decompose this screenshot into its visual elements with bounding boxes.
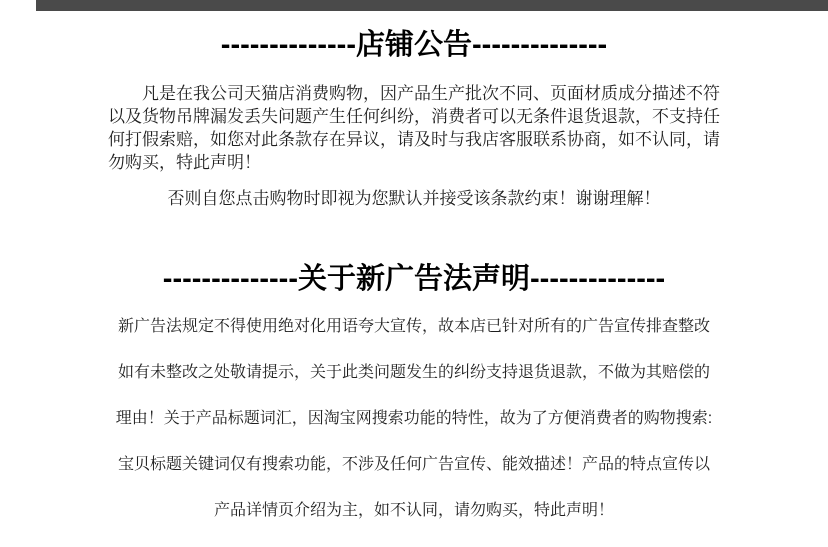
store-announcement-title: --------------店铺公告--------------	[220, 29, 608, 61]
ad-law-paragraph	[0, 304, 828, 534]
paragraph-line: 何打假索赔，如您对此条款存在异议，请及时与我店客服联系协商，如不认同，请	[108, 130, 720, 149]
ad-law-line: 新广告法规定不得使用绝对化用语夸大宣传，故本店已针对所有的广告宣传排查整改	[117, 318, 710, 335]
ad-law-line: 产品详情页介绍为主，如不认同，请勿购买，特此声明！	[213, 502, 614, 519]
store-announcement-paragraph	[108, 82, 720, 174]
top-bar	[36, 0, 828, 11]
ad-law-line: 理由！关于产品标题词汇，因淘宝网搜索功能的特性，故为了方便消费者的购物搜索:	[115, 410, 713, 427]
ad-law-line: 如有未整改之处敬请提示，关于此类问题发生的纠纷支持退货退款，不做为其赔偿的	[117, 364, 710, 381]
paragraph-line: 勿购买，特此声明！	[108, 153, 261, 172]
paragraph-line: 以及货物吊牌漏发丢失问题产生任何纠纷，消费者可以无条件退货退款，不支持任	[108, 107, 720, 126]
ad-law-line: 宝贝标题关键词仅有搜索功能，不涉及任何广告宣传、能效描述！产品的特点宣传以	[117, 456, 710, 473]
ad-law-title: --------------关于新广告法声明--------------	[162, 263, 666, 295]
paragraph-line: 凡是在我公司天猫店消费购物，因产品生产批次不同、页面材质成分描述不符	[142, 84, 720, 103]
store-announcement-notice: 否则自您点击购物时即视为您默认并接受该条款约束！谢谢理解！	[167, 189, 661, 208]
